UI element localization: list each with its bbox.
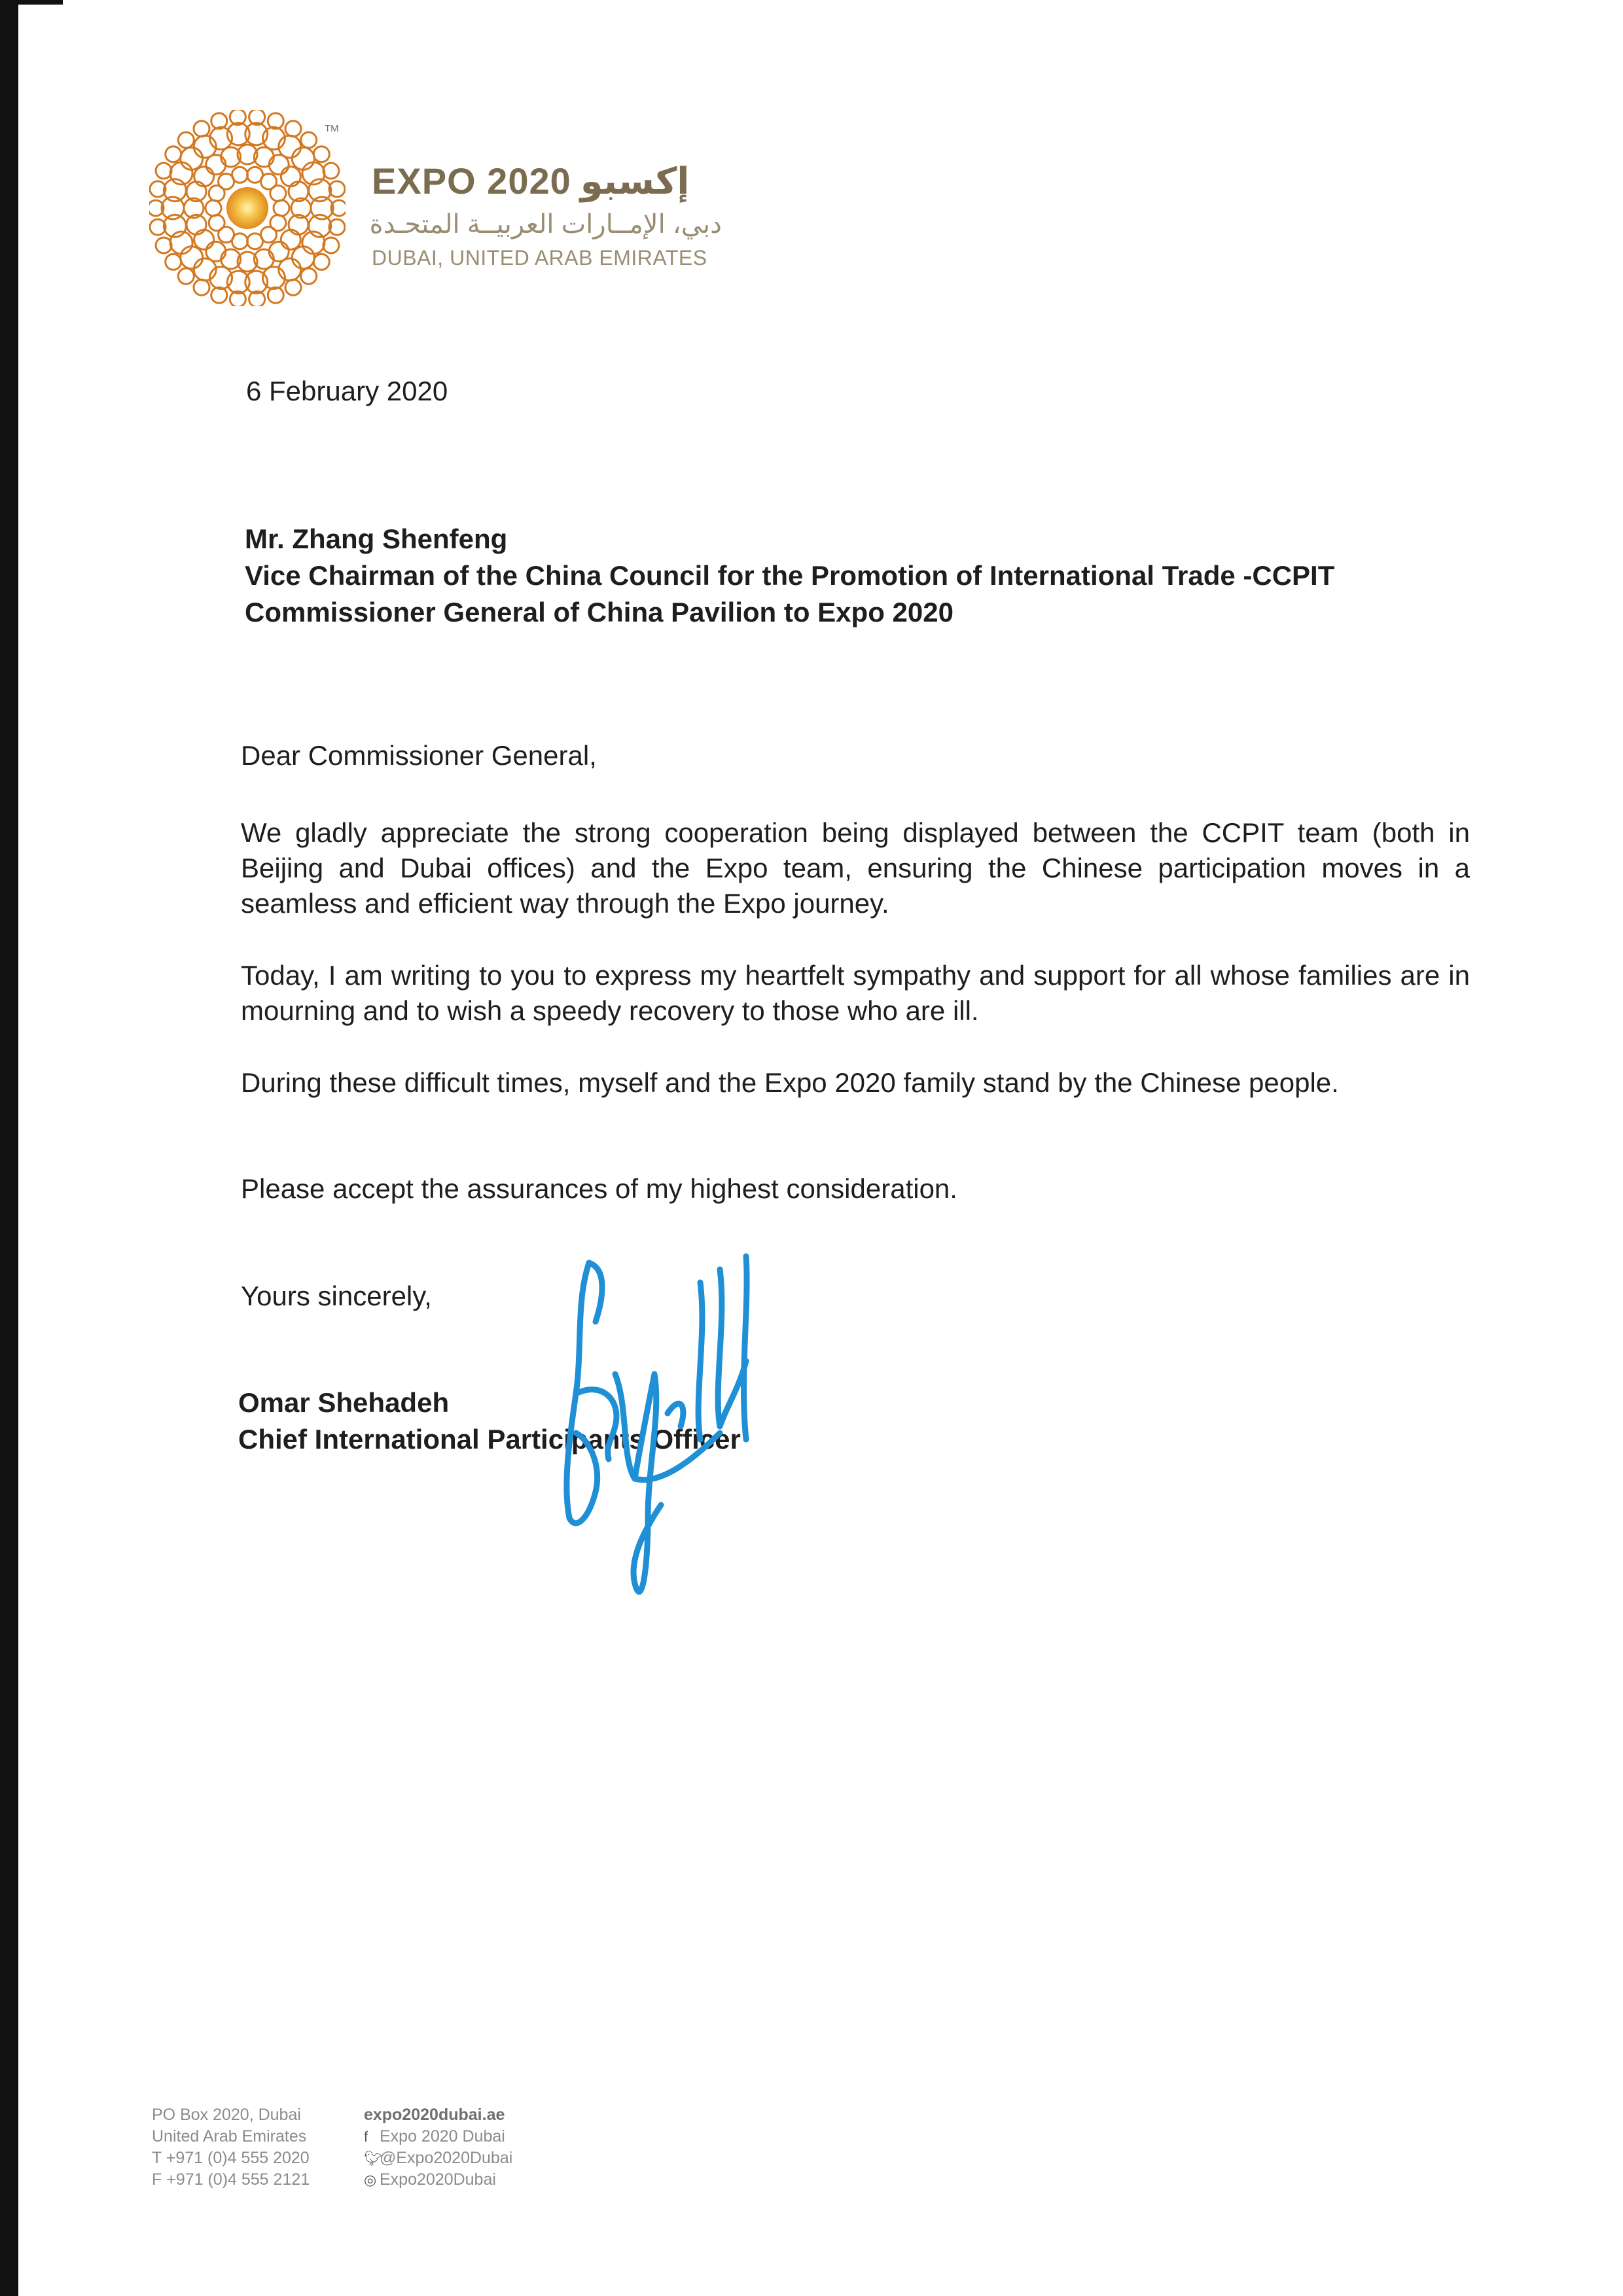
- emblem-ring-circle: [194, 167, 214, 186]
- expo-emblem-icon: [149, 110, 346, 306]
- emblem-ring-circle: [181, 147, 203, 169]
- trademark-label: TM: [325, 123, 339, 134]
- emblem-ring-circle: [285, 279, 301, 295]
- emblem-ring-circle: [247, 234, 263, 249]
- footer-address-line-1: PO Box 2020, Dubai: [152, 2106, 301, 2124]
- emblem-ring-circle: [313, 147, 329, 162]
- paragraph-support: During these difficult times, myself and the Expo 2020 family stand by the Chinese people.: [241, 1067, 1339, 1098]
- emblem-ring-circle: [178, 268, 194, 284]
- footer-facebook-link[interactable]: [364, 2126, 512, 2147]
- footer-instagram-label: Expo2020Dubai: [380, 2170, 496, 2189]
- footer-contacts: [364, 2104, 512, 2191]
- logo-wordmark: [372, 160, 689, 203]
- footer-address: [152, 2104, 310, 2191]
- logo-wordmark-en: EXPO 2020: [372, 160, 571, 202]
- footer-twitter-link[interactable]: [364, 2147, 512, 2169]
- footer-twitter-label: @Expo2020Dubai: [380, 2149, 513, 2167]
- emblem-ring-circle: [232, 167, 247, 183]
- footer-instagram-link[interactable]: [364, 2169, 512, 2191]
- emblem-ring-circle: [281, 230, 300, 249]
- letterhead-logo: [149, 110, 777, 319]
- footer-facebook-label: Expo 2020 Dubai: [380, 2127, 505, 2146]
- logo-subtitle-english: DUBAI, UNITED ARAB EMIRATES: [372, 246, 707, 270]
- addressee-title-2: Commissioner General of China Pavilion to Expo 2020: [245, 597, 954, 627]
- footer-phone: T +971 (0)4 555 2020: [152, 2149, 310, 2167]
- emblem-ring-circle: [285, 121, 301, 137]
- footer-website-link[interactable]: expo2020dubai.ae: [364, 2106, 505, 2124]
- emblem-ring-circle: [194, 279, 209, 295]
- logo-wordmark-ar: إكسبو: [580, 160, 690, 202]
- signatory-name: Omar Shehadeh: [238, 1387, 450, 1418]
- emblem-ring-circle: [194, 230, 214, 249]
- scan-edge-top: [0, 0, 63, 5]
- addressee-title-1: Vice Chairman of the China Council for the Promotion of International Trade -CCPIT: [245, 560, 1335, 591]
- paragraph-sympathy: Today, I am writing to you to express my heartfelt sympathy and support for all whose families are in mourning and to wish a speedy recovery to those who are ill.: [241, 960, 1470, 1026]
- emblem-ring-circle: [323, 238, 339, 253]
- addressee-name: Mr. Zhang Shenfeng: [245, 523, 508, 554]
- signatory-title: Chief International Participants Officer: [238, 1424, 741, 1455]
- emblem-ring-circle: [156, 163, 171, 179]
- footer-fax: F +971 (0)4 555 2121: [152, 2170, 310, 2189]
- instagram-icon: ◎: [364, 2172, 377, 2188]
- addressee-block: [245, 521, 1334, 631]
- closing-line: Yours sincerely,: [241, 1280, 432, 1311]
- paragraph-cooperation: We gladly appreciate the strong cooperation being displayed between the CCPIT team (both in Beijing and Dubai offices) and the Expo team, ensuring the Chinese participation moves in a seamless and efficient way through the Expo journey.: [241, 817, 1470, 919]
- emblem-ring-circle: [166, 147, 181, 162]
- emblem-ring-circle: [205, 200, 221, 216]
- paragraph-assurances: Please accept the assurances of my highest consideration.: [241, 1173, 957, 1204]
- emblem-ring-circle: [292, 247, 314, 269]
- emblem-ring-circle: [181, 247, 203, 269]
- emblem-ring-circle: [281, 167, 300, 186]
- emblem-ring-circle: [156, 238, 171, 253]
- emblem-ring-circle: [194, 121, 209, 137]
- emblem-ring-circle: [166, 254, 181, 270]
- emblem-ring-circle: [178, 132, 194, 148]
- salutation: Dear Commissioner General,: [241, 740, 597, 771]
- emblem-ring-circle: [313, 254, 329, 270]
- letter-date: 6 February 2020: [246, 376, 448, 406]
- footer-address-line-2: United Arab Emirates: [152, 2127, 307, 2146]
- twitter-icon: 🐦︎: [364, 2150, 382, 2166]
- emblem-ring-circle: [292, 147, 314, 169]
- facebook-icon: f: [364, 2128, 368, 2145]
- emblem-ring-circle: [323, 163, 339, 179]
- emblem-ring-circle: [270, 185, 286, 201]
- scan-edge-left: [0, 0, 18, 2296]
- logo-subtitle-arabic: دبي، الإمــارات العربيــة المتحـدة: [369, 210, 722, 239]
- handwritten-signature: [550, 1243, 785, 1610]
- emblem-ring-circle: [301, 268, 317, 284]
- emblem-ring-circle: [209, 215, 224, 231]
- emblem-ring-circle: [301, 132, 317, 148]
- emblem-ring-circle: [274, 200, 289, 216]
